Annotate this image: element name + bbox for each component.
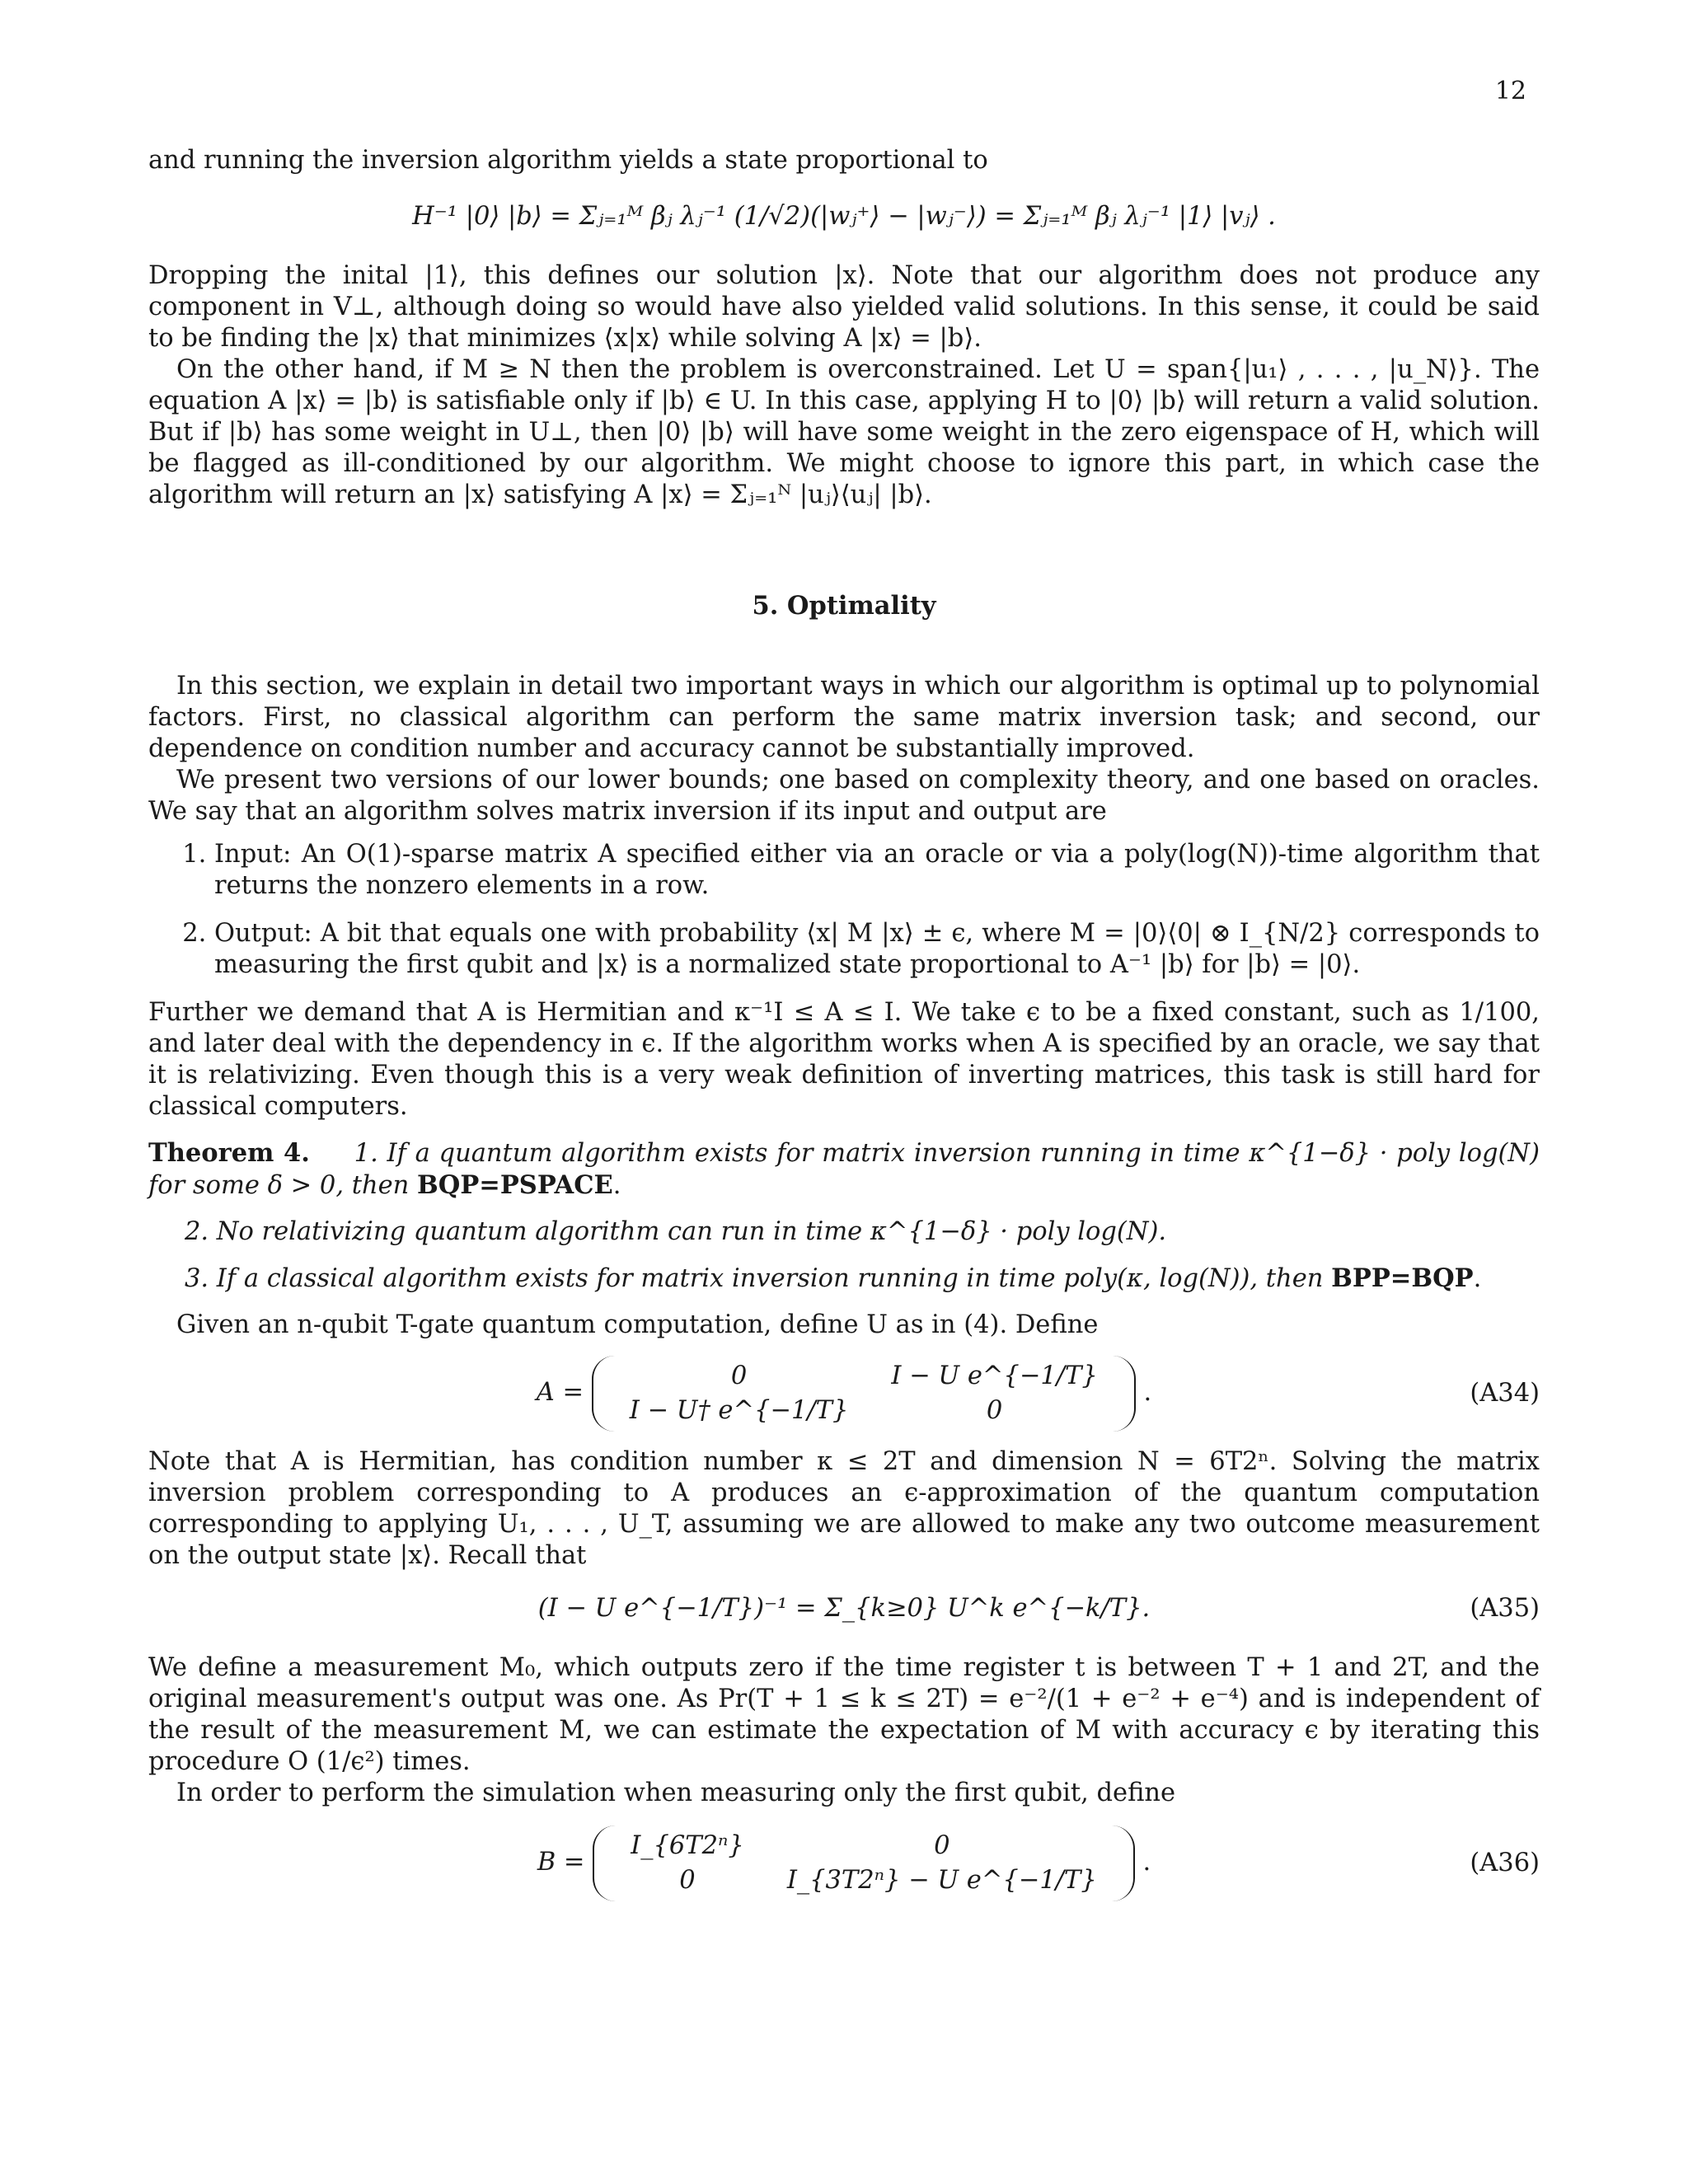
- paragraph-lower-bounds: We present two versions of our lower bounds; one based on complexity theory, and one based on oracles. We say that an algorithm solves matrix inversion if its input and output are: [148, 766, 1540, 826]
- conditions-list: [148, 839, 1540, 981]
- theorem-item-1-result: BQP=PSPACE: [417, 1170, 613, 1200]
- matrix-a: [592, 1356, 1136, 1432]
- paragraph-hermitian: Further we demand that A is Hermitian and κ⁻¹I ≤ A ≤ I. We take ϵ to be a fixed constant, such as 1/100, and later deal with the dependency in ϵ. If the algorithm works when A is specified by an oracle, we say that it is relativizing. Even though this is a very weak definition of inverting matrices, this task is still hard for classical computers.: [148, 998, 1540, 1121]
- section-heading: 5. Optimality: [752, 591, 936, 621]
- theorem-item-1-text: 1. If a quantum algorithm exists for matrix inversion running in time κ^{1−δ} · poly log(N) for some δ > 0, then: [148, 1139, 1540, 1200]
- paragraph-dropping: Dropping the inital |1⟩, this defines our solution |x⟩. Note that our algorithm does not produce any component in V⊥, although doing so would have also yielded valid solutions. In this sense, it could be said to be finding the |x⟩ that minimizes ⟨x|x⟩ while solving A |x⟩ = |b⟩.: [148, 261, 1540, 353]
- equation-a34: A = 0 I − U e^{−1/T} I − U† e^{−1/T} 0 . (A34): [148, 1356, 1540, 1432]
- equation-h-inverse-text: H⁻¹ |0⟩ |b⟩ = Σⱼ₌₁ᴹ βⱼ λⱼ⁻¹ (1/√2)(|wⱼ⁺⟩ − |wⱼ⁻⟩) = Σⱼ₌₁ᴹ βⱼ λⱼ⁻¹ |1⟩ |vⱼ⟩ .: [412, 202, 1276, 231]
- theorem-label: Theorem 4.: [148, 1138, 310, 1168]
- matrix-a-22: 0: [986, 1396, 1003, 1425]
- theorem-block: [148, 1137, 1540, 1295]
- matrix-a-11: 0: [730, 1361, 748, 1390]
- matrix-b-22: I_{3T2ⁿ} − U e^{−1/T}: [786, 1866, 1097, 1895]
- paragraph-intro: and running the inversion algorithm yields a state proportional to: [148, 146, 988, 175]
- paragraph-note: Note that A is Hermitian, has condition number κ ≤ 2T and dimension N = 6T2ⁿ. Solving the matrix inversion problem corresponding to A produces an ϵ-approximation of the quantum computation corresponding to applying U₁, . . . , U_T, assuming we are allowed to make any two outcome measurement on the output state |x⟩. Recall that: [148, 1447, 1540, 1570]
- condition-output: 2. Output: A bit that equals one with probability ⟨x| M |x⟩ ± ϵ, where M = |0⟩⟨0| ⊗ I_{N/2} corresponds to measuring the first qubit and |x⟩ is a normalized state proportional to A⁻¹ |b⟩ for |b⟩ = |0⟩.: [214, 918, 1540, 981]
- matrix-b-21: 0: [679, 1866, 696, 1895]
- theorem-item-2: 2. No relativizing quantum algorithm can run in time κ^{1−δ} · poly log(N).: [185, 1217, 1167, 1246]
- matrix-a-12: I − U e^{−1/T}: [891, 1361, 1098, 1390]
- equation-number-a34: (A34): [1470, 1379, 1540, 1408]
- condition-input: 1. Input: An O(1)-sparse matrix A specified either via an oracle or via a poly(log(N))-time algorithm that returns the nonzero elements in a row.: [214, 839, 1540, 902]
- matrix-a-21: I − U† e^{−1/T}: [629, 1396, 849, 1425]
- matrix-b-12: 0: [934, 1831, 950, 1860]
- equation-a34-lhs: A =: [536, 1378, 584, 1407]
- equation-h-inverse: [148, 201, 1540, 232]
- equation-number-a35: (A35): [1470, 1594, 1540, 1623]
- page-number: 12: [1494, 77, 1526, 105]
- paragraph-given: Given an n-qubit T-gate quantum computation, define U as in (4). Define: [176, 1310, 1099, 1339]
- theorem-item-3-text: 3. If a classical algorithm exists for matrix inversion running in time poly(κ, log(N)), then: [185, 1264, 1324, 1293]
- paragraph-section-intro: In this section, we explain in detail two important ways in which our algorithm is optimal up to polynomial factors. First, no classical algorithm can perform the same matrix inversion task; and second, our dependence on condition number and accuracy cannot be substantially improved.: [148, 672, 1540, 763]
- equation-a35-text: (I − U e^{−1/T})⁻¹ = Σ_{k≥0} U^k e^{−k/T}.: [537, 1594, 1151, 1623]
- paragraph-overconstrained: On the other hand, if M ≥ N then the problem is overconstrained. Let U = span{|u₁⟩ , . . . , |u_N⟩}. The equation A |x⟩ = |b⟩ is satisfiable only if |b⟩ ∈ U. In this case, applying H to |0⟩ |b⟩ will return a valid solution. But if |b⟩ has some weight in U⊥, then |0⟩ |b⟩ will have some weight in the zero eigenspace of H, which will be flagged as ill-conditioned by our algorithm. We might choose to ignore this part, in which case the algorithm will return an |x⟩ satisfying A |x⟩ = Σⱼ₌₁ᴺ |uⱼ⟩⟨uⱼ| |b⟩.: [148, 355, 1540, 509]
- theorem-item-3-result: BPP=BQP: [1331, 1263, 1474, 1293]
- page-body: [148, 145, 1540, 1918]
- theorem-item-1: Theorem 4. 1. If a quantum algorithm exists for matrix inversion running in time κ^{1−δ} · poly log(N) for some δ > 0, then BQP=PSPACE.: [148, 1138, 1540, 1200]
- equation-a36: B = I_{6T2ⁿ} 0 0 I_{3T2ⁿ} − U e^{−1/T} . (A36): [148, 1825, 1540, 1901]
- matrix-b: [593, 1825, 1135, 1901]
- equation-a36-lhs: B =: [537, 1848, 585, 1877]
- matrix-b-11: I_{6T2ⁿ}: [631, 1831, 744, 1860]
- equation-number-a36: (A36): [1470, 1849, 1540, 1877]
- paragraph-measurement: We define a measurement M₀, which outputs zero if the time register t is between T + 1 and 2T, and the original measurement's output was one. As Pr(T + 1 ≤ k ≤ 2T) = e⁻²/(1 + e⁻² + e⁻⁴) and is independent of the result of the measurement M, we can estimate the expectation of M with accuracy ϵ by iterating this procedure O (1/ϵ²) times.: [148, 1653, 1540, 1776]
- paragraph-order: In order to perform the simulation when measuring only the first qubit, define: [176, 1779, 1176, 1807]
- equation-a35: [148, 1593, 1540, 1624]
- theorem-item-3: 3. If a classical algorithm exists for matrix inversion running in time poly(κ, log(N)), then BPP=BQP.: [185, 1263, 1482, 1293]
